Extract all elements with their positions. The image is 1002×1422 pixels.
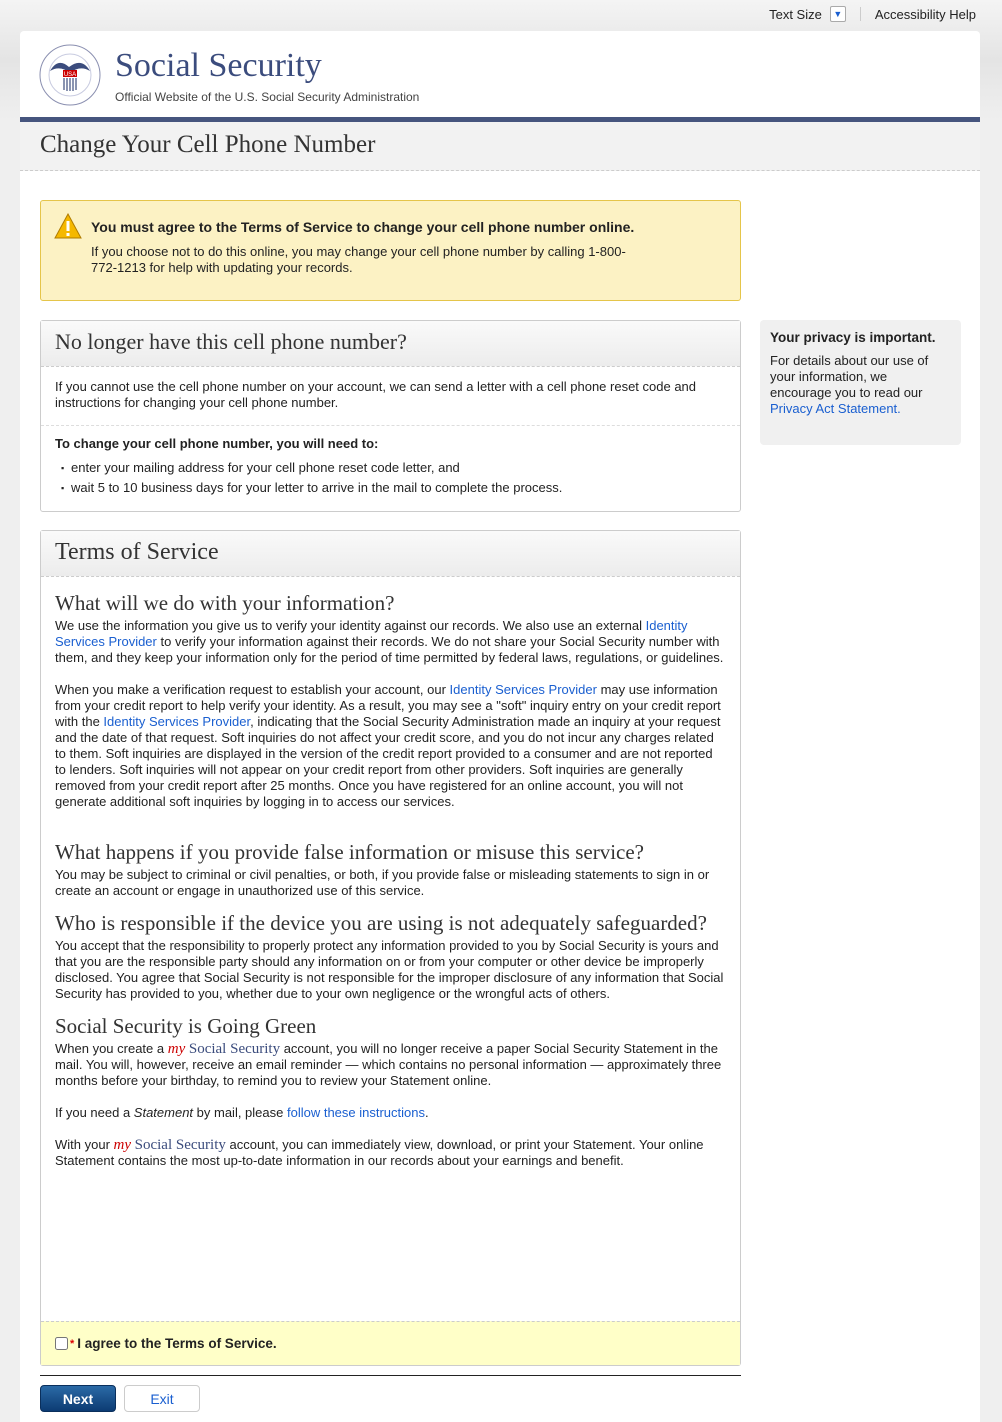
list-item: ▪ enter your mailing address for your cell phone reset code letter, and bbox=[71, 460, 726, 476]
privacy-sidebar bbox=[760, 320, 961, 445]
list-item: ▪ wait 5 to 10 business days for your letter to arrive in the mail to complete the process. bbox=[71, 480, 726, 496]
svg-text:USA: USA bbox=[63, 72, 77, 78]
requirements-list bbox=[55, 460, 726, 496]
utility-bar bbox=[769, 6, 976, 22]
terms-heading: Terms of Service bbox=[41, 531, 740, 577]
privacy-act-link[interactable]: Privacy Act Statement. bbox=[770, 401, 901, 416]
divider bbox=[40, 1375, 741, 1376]
agree-terms-row[interactable] bbox=[41, 1321, 740, 1365]
paragraph: You may be subject to criminal or civil penalties, or both, if you provide false or misleading statements to sign in or create an account or engage in unauthorized use of this service. bbox=[55, 867, 710, 898]
alert-body: If you choose not to do this online, you may change your cell phone number by calling 1-800-772-1213 for help with updating your records. bbox=[91, 244, 626, 275]
text: If you need a bbox=[55, 1105, 134, 1120]
identity-services-provider-link[interactable]: Identity Services Provider bbox=[449, 682, 597, 697]
agree-terms-label[interactable]: I agree to the Terms of Service. bbox=[77, 1336, 277, 1351]
text: With your bbox=[55, 1137, 114, 1152]
agree-terms-checkbox[interactable] bbox=[55, 1337, 68, 1350]
text-size-label: Text Size bbox=[769, 6, 822, 22]
my-logo-text: my bbox=[167, 1041, 186, 1057]
text: account, you will no longer receive a paper Social Security Statement in the mail. You will, however, receive an email reminder — which contains no personal information — approximately three months before your birthday, to remind you to review your Statement online. bbox=[55, 1041, 722, 1088]
text: to verify your information against their records. We do not share your Social Security number with them, and they keep your information only for the period of time permitted by federal laws, regulations, or guidelines. bbox=[55, 634, 724, 665]
alert-title: You must agree to the Terms of Service to change your cell phone number online. bbox=[91, 219, 635, 235]
follow-instructions-link[interactable]: follow these instructions bbox=[286, 1105, 425, 1120]
text-size-dropdown-icon[interactable]: ▼ bbox=[830, 6, 846, 22]
text: , indicating that the Social Security Administration made an inquiry at your request and the date of that request. Soft inquiries do not affect your credit score, and you do not incur any charges related to them. Soft inquiries are displayed in the version of the credit report provided to a consumer and are not reported to lenders. Soft inquiries will not appear on your credit report from other providers. Soft inquiries are generally removed from your credit report after 25 months. Once you have registered for an online account, you will not generate additional soft inquiries by logging in to access our services. bbox=[55, 714, 721, 809]
required-marker: * bbox=[70, 1337, 75, 1350]
divider bbox=[860, 7, 861, 21]
text: When you create a bbox=[55, 1041, 168, 1056]
site-tagline: Official Website of the U.S. Social Security Administration bbox=[115, 90, 420, 104]
text: account, you can immediately view, download, or print your Statement. Your online Statement contains the most up-to-date information in our records about your earnings and benefit. bbox=[55, 1137, 704, 1168]
privacy-body: For details about our use of your information, we encourage you to read our bbox=[770, 353, 929, 400]
terms-alert bbox=[40, 200, 741, 301]
text: . bbox=[425, 1105, 429, 1120]
text: by mail, please bbox=[193, 1105, 287, 1120]
text: When you make a verification request to establish your account, our bbox=[55, 682, 450, 697]
exit-button[interactable]: Exit bbox=[124, 1385, 200, 1412]
site-header bbox=[20, 31, 980, 122]
section-heading: Who is responsible if the device you are using is not adequately safeguarded? bbox=[55, 911, 707, 935]
social-security-logo-text: Social Security bbox=[188, 1041, 281, 1057]
ssa-seal-logo[interactable] bbox=[38, 43, 102, 107]
identity-services-provider-link[interactable]: Identity Services Provider bbox=[55, 618, 688, 649]
no-longer-panel bbox=[40, 320, 741, 512]
next-button[interactable]: Next bbox=[40, 1385, 116, 1412]
terms-panel bbox=[40, 530, 741, 1366]
no-longer-heading: No longer have this cell phone number? bbox=[41, 321, 740, 367]
paragraph: You accept that the responsibility to properly protect any information provided to you by Social Security is yours and that you are the responsible party should any information on or from your computer or other device be improperly disclosed. You agree that Social Security is not responsible for the improper disclosure of any information that Social Security has provided to you, whether due to your own negligence or the wrongful acts of others. bbox=[55, 938, 724, 1001]
no-longer-body: If you cannot use the cell phone number on your account, we can send a letter with a cell phone reset code and instructions for changing your cell phone number. bbox=[41, 367, 740, 426]
text: may use information from your credit report to help verify your identity. As a result, you may see a "soft" inquiry entry on your credit report with the bbox=[55, 682, 721, 729]
terms-content bbox=[41, 577, 740, 1169]
social-security-logo-text: Social Security bbox=[134, 1137, 226, 1153]
warning-icon bbox=[54, 213, 82, 239]
section-heading: What will we do with your information? bbox=[55, 591, 395, 615]
text: We use the information you give us to verify your identity against our records. We also use an external bbox=[55, 618, 646, 633]
site-brand[interactable]: Social Security bbox=[115, 47, 322, 84]
page-container bbox=[20, 31, 980, 1422]
section-heading: Social Security is Going Green bbox=[55, 1014, 317, 1038]
privacy-title: Your privacy is important. bbox=[770, 330, 936, 345]
section-heading: What happens if you provide false information or misuse this service? bbox=[55, 840, 645, 864]
need-title: To change your cell phone number, you will need to: bbox=[55, 436, 379, 451]
my-logo-text: my bbox=[113, 1137, 132, 1153]
accessibility-help-link[interactable]: Accessibility Help bbox=[874, 6, 976, 22]
text: Statement bbox=[133, 1105, 194, 1120]
page-title: Change Your Cell Phone Number bbox=[20, 122, 980, 171]
identity-services-provider-link[interactable]: Identity Services Provider bbox=[103, 714, 251, 729]
